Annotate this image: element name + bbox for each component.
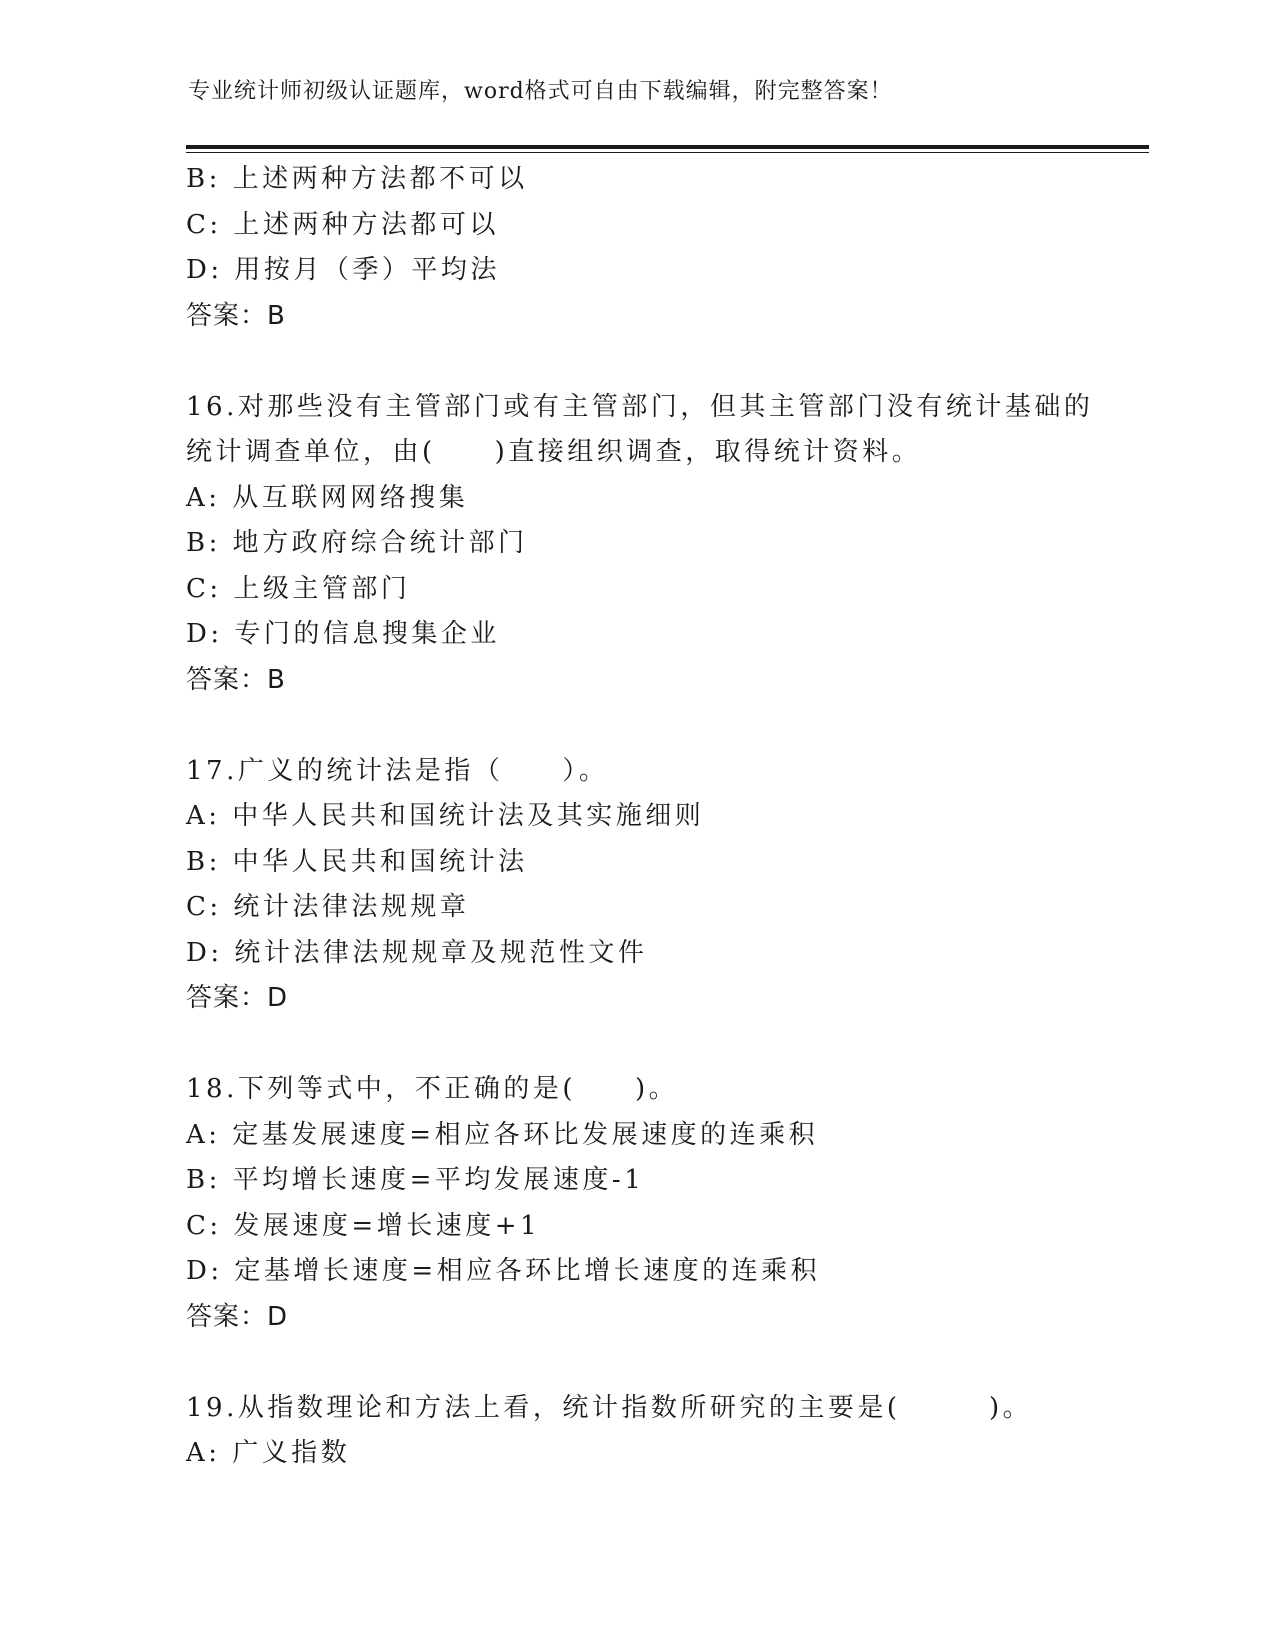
block-spacer	[186, 339, 1146, 385]
option-line: A: 定基发展速度=相应各环比发展速度的连乘积	[186, 1119, 819, 1150]
option-line: B: 上述两种方法都不可以	[186, 164, 528, 194]
question-block-15	[186, 157, 1146, 339]
option-line: D: 统计法律法规规章及规范性文件	[186, 937, 648, 968]
block-spacer	[186, 1022, 1146, 1068]
option-line: A: 中华人民共和国统计法及其实施细则	[186, 801, 705, 831]
question-text: 17.广义的统计法是指（ ）。	[186, 755, 609, 786]
option-line: B: 平均增长速度=平均发展速度-1	[186, 1165, 645, 1195]
question-text: 19.从指数理论和方法上看，统计指数所研究的主要是( )。	[186, 1392, 1033, 1423]
page-header: 专业统计师初级认证题库，word格式可自由下载编辑，附完整答案！	[188, 79, 893, 104]
option-line: C: 上述两种方法都可以	[186, 209, 499, 240]
option-line: D: 用按月（季）平均法	[186, 255, 500, 285]
option-line: C: 上级主管部门	[186, 573, 411, 604]
block-spacer	[186, 703, 1146, 749]
question-block-16	[186, 385, 1146, 704]
question-text: 16.对那些没有主管部门或有主管部门，但其主管部门没有统计基础的	[186, 391, 1094, 422]
header-rule-thick	[186, 145, 1149, 149]
question-text: 18.下列等式中，不正确的是( )。	[186, 1074, 679, 1104]
option-line: C: 发展速度=增长速度+1	[186, 1210, 541, 1241]
option-line: A: 广义指数	[186, 1438, 351, 1468]
header-rule-thin	[186, 152, 1149, 153]
block-spacer	[186, 1340, 1146, 1386]
option-line: D: 定基增长速度=相应各环比增长速度的连乘积	[186, 1256, 821, 1286]
option-line: A: 从互联网网络搜集	[186, 482, 469, 513]
option-line: B: 地方政府综合统计部门	[186, 528, 528, 558]
answer-line: 答案：D	[186, 983, 289, 1013]
question-block-18	[186, 1067, 1146, 1340]
answer-line: 答案：B	[186, 300, 286, 331]
answer-line: 答案：D	[186, 1301, 289, 1332]
option-line: D: 专门的信息搜集企业	[186, 619, 500, 649]
question-block-19	[186, 1386, 1146, 1477]
option-line: C: 统计法律法规规章	[186, 892, 470, 922]
question-content	[186, 157, 1146, 1477]
option-line: B: 中华人民共和国统计法	[186, 846, 528, 877]
question-text: 统计调查单位，由( )直接组织调查，取得统计资料。	[186, 437, 922, 467]
answer-line: 答案：B	[186, 664, 286, 695]
question-block-17	[186, 749, 1146, 1022]
